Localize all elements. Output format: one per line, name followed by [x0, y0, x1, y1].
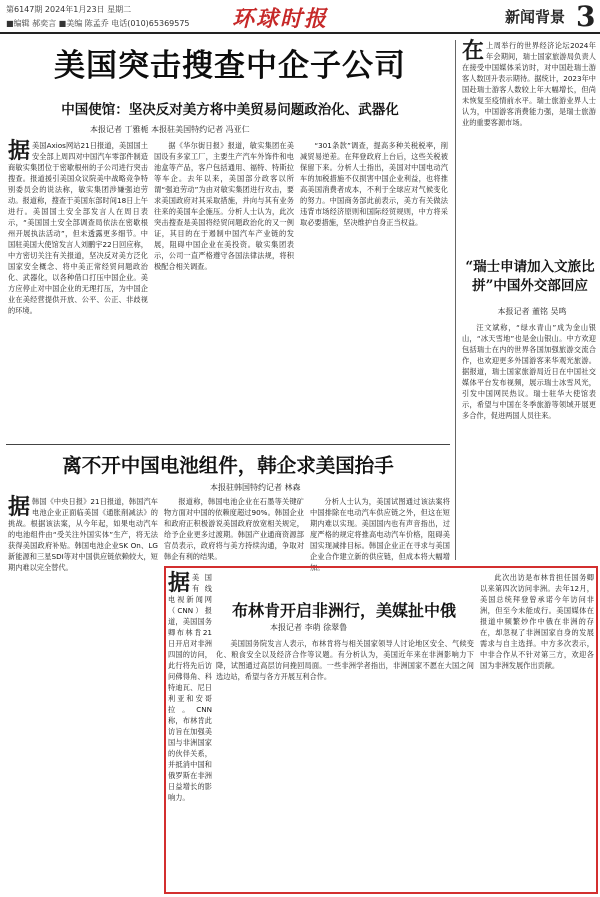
right-column-body — [462, 322, 596, 560]
issue-date: 2024年1月23日 — [44, 5, 105, 14]
lead-byline: 本报记者 丁雅栀 本报驻美国特约记者 冯亚仁 — [90, 125, 250, 134]
box-column-2 — [216, 638, 474, 888]
divider — [6, 444, 450, 445]
issue-number: 第6147期 — [6, 5, 43, 14]
issue-info — [6, 4, 131, 15]
lead-column-1 — [8, 140, 148, 440]
lead-headline: 美国突击搜查中企子公司 — [54, 48, 406, 84]
box-dropcap: 据 — [168, 570, 191, 596]
lead-subheadline: 中国使馆：坚决反对美方将中美贸易问题政治化、武器化 — [61, 102, 399, 118]
box-column-2-text: 美国国务院发言人表示，布林肯将与相关国家领导人讨论地区安全、气候变化、粮食安全以及经济合作等议题。有分析认为，美国近年来在非洲影响力下降，试图通过高层访问挽回局面。一些非洲学者指出，非洲国家不愿在大国之间选边站，希望与各方开展互利合作。 — [216, 639, 474, 681]
editor-line: ■编辑 郝奕言 ■美编 陈孟乔 电话(010)65369575 — [6, 19, 190, 28]
article2-dropcap: 据 — [8, 494, 31, 520]
right-column-top — [462, 40, 596, 254]
right-dropcap: 在 — [462, 38, 485, 64]
article2-column-3-text: 分析人士认为，美国试图通过该法案将中国排除在电动汽车供应链之外，但这在短期内难以实现。美国国内也有声音指出，过度严格的规定将推高电动汽车价格，阻碍美国实现减排目标。韩国企业正在寻求与美国企业合作建立新的供应链，但成本将大幅增加。 — [310, 497, 450, 572]
page-number: 3 — [576, 0, 596, 33]
issue-weekday: 星期二 — [107, 5, 132, 14]
lead-dropcap: 据 — [8, 138, 31, 164]
masthead-logo: 环球时报 — [232, 6, 329, 32]
article2-column-1 — [8, 496, 158, 891]
section-name: 新闻背景 — [505, 8, 566, 26]
article2-byline: 本报驻韩国特约记者 林森 — [210, 483, 301, 492]
page-header — [0, 0, 600, 34]
article2-headline: 离不开中国电池组件，韩企求美国抬手 — [62, 454, 394, 477]
lead-column-1-text: 美国Axios网站21日报道，美国国土安全部上周四对中国汽车零部件制造商敏实集团位于密歇根州的子公司进行突击搜查。报道援引美国众议院美中战略竞争特别委员会的说法称，敏实集团涉嫌强迫劳动。报道称，搜查于美国东部时间18日上午进行。美国国土安全部发言人在周日表示，“美国国土安全部调查局依法在密歇根州开展执法活动”，但未透露更多细节。中国驻美国大使馆发言人刘鹏宇22日回应称，中方密切关注有关报道，坚决反对美方泛化国家安全概念、将中美正常经贸问题政治化、武器化，以各种借口打压中国企业。美方应停止对中国企业的无理打压，为中国企业在美经营提供开放、公平、公正、非歧视的环境。 — [8, 141, 148, 315]
column-divider — [455, 40, 456, 560]
lead-column-3-text: “301条款”调查，提高多种关税税率，削减贸易逆差。在拜登政府上台后，这些关税被保留下来。分析人士指出，美国对中国电动汽车的加税措施不仅损害中国企业利益，也将推高美国消费者成本，不利于全球应对气候变化的努力。中国商务部此前表示，美方有关做法违背市场经济原则和国际经贸规则，中方将采取必要措施，坚决维护自身正当权益。 — [300, 141, 448, 227]
box-byline: 本报记者 李萌 徐翠鲁 — [270, 623, 348, 632]
box-column-1-text: 美国有线电视新闻网（CNN）报道，美国国务卿布林肯21日开启对非洲四国的访问，此行将先后访问佛得角、科特迪瓦、尼日利亚和安哥拉。CNN称，布林肯此访旨在加强美国与非洲国家的伙伴关系，并抵消中国和俄罗斯在非洲日益增长的影响力。 — [168, 573, 212, 802]
lead-column-2 — [154, 140, 294, 440]
article2-column-1-text: 韩国《中央日报》21日报道，韩国汽车电池企业正面临美国《通胀削减法》的挑战。根据该法案，从今年起，如果电动汽车的电池组件由“受关注外国实体”生产，将无法获得美国政府补贴。韩国电池企业SK On、LG新能源和三星SDI等对中国供应链依赖较大，短期内难以完全替代。 — [8, 497, 158, 572]
box-headline: 布林肯开启非洲行，美媒扯中俄 — [231, 601, 456, 620]
article2-column-2 — [164, 496, 304, 560]
box-column-3-text: 此次出访是布林肯担任国务卿以来第四次访问非洲。去年12月，美国总统拜登曾承诺今年访问非洲，但至今未能成行。美国媒体在报道中频繁炒作中俄在非洲的存在，却忽视了非洲国家自身的发展需求与自主选择。中方多次表示，中非合作从不针对第三方，欢迎各国为非洲发展作出贡献。 — [480, 573, 594, 670]
right-column-top-text: 上周举行的世界经济论坛2024年年会期间，瑞士国家旅游局负责人在接受中国媒体采访时，对中国赴瑞士游客人数回升表示期待。据统计，2023年中国赴瑞士游客人数较上年大幅增长，但尚未恢复至疫情前水平。瑞士旅游业界人士认为，中国游客消费能力强，是瑞士旅游业的重要客源市场。 — [462, 41, 596, 127]
right-headline: “瑞士申请加入文旅比拼”中国外交部回应 — [465, 259, 595, 294]
right-column-body-text: 汪文斌称，“绿水青山”成为金山银山，“冰天雪地”也是金山银山。中方欢迎包括瑞士在内的世界各国加强旅游交流合作，也欢迎更多外国游客来华观光旅游。据报道，瑞士国家旅游局近日在中国社交媒体平台发布视频，展示瑞士冰雪风光，引发中国网民热议。瑞士驻华大使馆表示，希望与中国在冬季旅游等领域开展更多合作，促进两国人员往来。 — [462, 323, 596, 420]
lead-column-2-text: 据《华尔街日报》报道，敏实集团在美国设有多家工厂，主要生产汽车外饰件和电池盒等产品，客户包括通用、福特、特斯拉等车企。去年以来，美国部分政客以所谓“强迫劳动”为由对敏实集团进行攻击，要求美国政府对其采取措施，并向与其有业务往来的美国车企施压。分析人士认为，此次突击搜查是美国将经贸问题政治化的又一例证，其目的在于遏制中国汽车产业链的发展，阻碍中国企业在美投资。敏实集团表示，公司一直严格遵守各国法律法规，将积极配合相关调查。 — [154, 141, 294, 271]
box-column-3 — [480, 572, 594, 888]
article2-column-2-text: 报道称，韩国电池企业在石墨等关键矿物方面对中国的依赖度超过90%。韩国企业和政府正积极游说美国政府放宽相关规定，给予企业更多过渡期。韩国产业通商资源部官员表示，政府将与美方持续沟通，争取对韩企有利的结果。 — [164, 497, 304, 561]
box-column-1 — [168, 572, 212, 888]
lead-column-3 — [300, 140, 448, 440]
article2-column-3 — [310, 496, 450, 572]
right-byline: 本报记者 董铭 吴鸣 — [497, 307, 567, 316]
